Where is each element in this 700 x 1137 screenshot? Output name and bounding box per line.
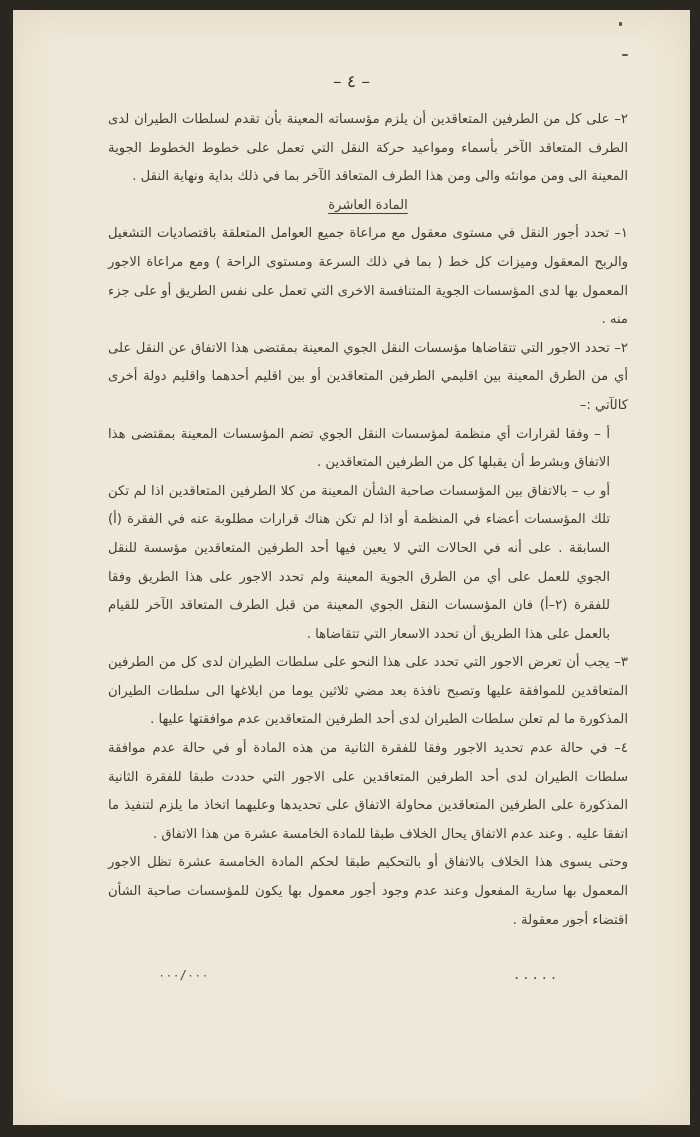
trailing-dots: ..... bbox=[513, 968, 560, 982]
paragraph-2-fare-setting: ٢– تحدد الاجور التي تتقاضاها مؤسسات النقل الجوي المعينة بمقتضى هذا الاتفاق عن النقل على أي من الطرق المعينة بين اقليمي الطرفين المتعاقدين أو بين اقليم أحدهما واقليم دولة أخرى كالآتي :– bbox=[108, 340, 628, 413]
paragraph-4-disagreement: ٤– في حالة عدم تحديد الاجور وفقا للفقرة الثانية من هذه المادة أو في حالة عدم موافقة سلطات الطيران لدى أحد الطرفين المتعاقدين على الاجور التي حددت طبقا للفقرة الثانية المذكورة على الطرفين المتعاقدين محاولة الاتفاق على تحديدها وعليهما اتخاذ ما يلزم لتنفيذ ما اتفقا عليه . وعند عدم الاتفاق يحال الخلاف طبقا للمادة الخامسة عشرة من هذا الاتفاق . bbox=[108, 741, 628, 842]
paragraph-3-approval: ٣– يجب أن تعرض الاجور التي تحدد على هذا النحو على سلطات الطيران لدى كل من الطرفين المتعاقدين للموافقة عليها وتصبح نافذة بعد مضي ثلاثين يوما من ابلاغها الى سلطات الطيران المذكورة ما لم تعلن سلطات الطيران لدى أحد الطرفين المتعاقدين عدم موافقتها عليها . bbox=[108, 655, 628, 728]
ink-speck bbox=[619, 22, 622, 26]
paragraph-2-schedules: ٢– على كل من الطرفين المتعاقدين أن يلزم مؤسساته المعينة بأن تقدم لسلطات الطيران لدى الطرف المتعاقد الآخر بأسماء ومواعيد حركة النقل التي تعمل على خطوط الخطوط الجوية المعينة الى ومن موانئه والى ومن هذا الطرف المتعاقد الآخر بما في ذلك بداية ونهاية النقل . bbox=[108, 112, 628, 185]
page-number: – ٤ – bbox=[333, 72, 370, 92]
article-body bbox=[108, 106, 628, 935]
clause-2a: أ – وفقا لقرارات أي منظمة لمؤسسات النقل الجوي تضم المؤسسات المعينة بمقتضى هذا الاتفاق وبشرط أن يقبلها كل من الطرفين المتعاقدين . bbox=[108, 426, 610, 471]
paragraph-final: وحتى يسوى هذا الخلاف بالاتفاق أو بالتحكيم طبقا لحكم المادة الخامسة عشرة تظل الاجور المعمول بها سارية المفعول وعند عدم وجود أجور معمول بها يكون للمؤسسات صاحبة الشأن اقتضاء أجور معقولة . bbox=[108, 855, 628, 928]
ink-speck bbox=[622, 54, 628, 56]
page-trailer bbox=[13, 968, 690, 992]
paragraph-1-fares: ١– تحدد أجور النقل في مستوى معقول مع مراعاة جميع العوامل المتعلقة باقتصاديات التشغيل والربح المعقول وميزات كل خط ( بما في ذلك السرعة ومستوى الراحة ) ومع مراعاة الاجور المعمول بها لدى المؤسسات الجوية المتنافسة الاخرى التي تعمل على نفس الطريق أو على جزء منه . bbox=[108, 226, 628, 328]
document-page bbox=[13, 10, 690, 1125]
continuation-marker: ٠٠٠/٠٠٠ bbox=[158, 968, 209, 982]
article-heading: المادة العاشرة bbox=[328, 197, 408, 213]
clause-2b: أو ب – بالاتفاق بين المؤسسات صاحبة الشأن المعينة من كلا الطرفين المتعاقدين اذا لم تكن تلك المؤسسات أعضاء في المنظمة أو اذا لم تكن هناك قرارات مطلوبة عنه في الفقرة (أ) السابقة . على أنه في الحالات التي لا يعين فيها أحد الطرفين المتعاقدين مؤسسة للنقل الجوي للعمل على أي من الطرق الجوية المعينة ولم تحدد الاجور على هذا الطريق وفقا للفقرة (٢–أ) فان المؤسسات النقل الجوي المعينة من قبل الطرف المتعاقد الآخر للقيام بالعمل على هذا الطريق أن تحدد الاسعار التي تتقاضاها . bbox=[108, 483, 610, 642]
